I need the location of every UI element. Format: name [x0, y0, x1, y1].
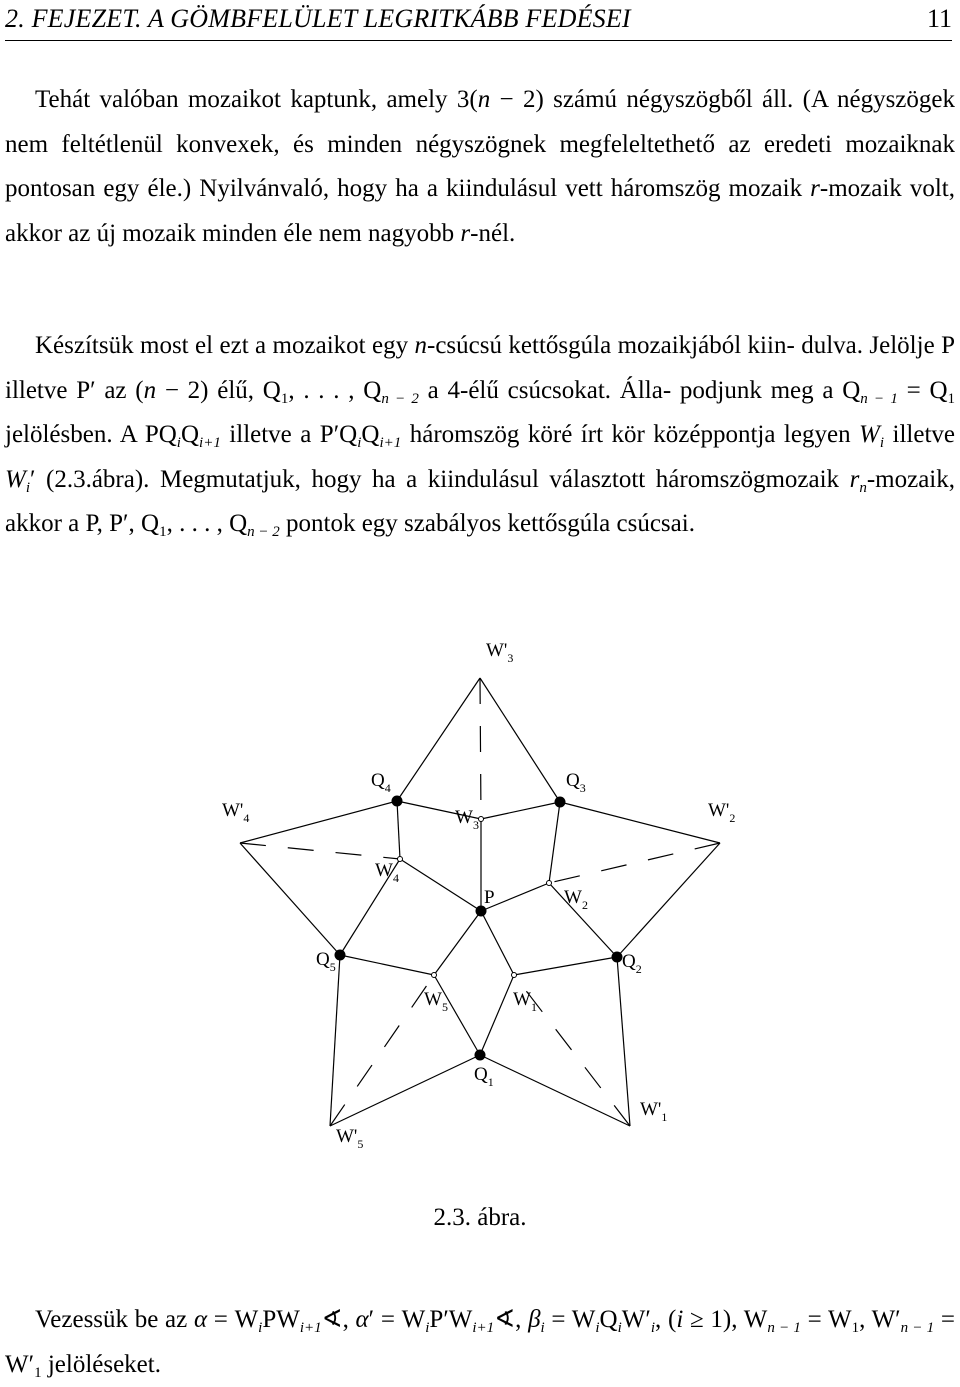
subscript: i+1 [199, 435, 221, 451]
subscript: n − 2 [381, 390, 419, 407]
text-run: = Q [897, 376, 948, 404]
subscript: n − 2 [247, 524, 280, 540]
subscript: i+1 [379, 435, 402, 451]
text-run: Q [361, 421, 380, 448]
text-run: = W [544, 1306, 596, 1333]
page-number: 11 [926, 4, 952, 33]
subscript: n [859, 479, 867, 496]
point-W5 [432, 973, 437, 978]
point-Q5 [335, 950, 346, 961]
text-run: illetve [884, 421, 955, 448]
page-header [5, 4, 952, 41]
text-run: PW [262, 1306, 300, 1333]
subscript: i [258, 1320, 263, 1336]
paragraph-3 [5, 1298, 955, 1387]
math-var: β [528, 1306, 541, 1333]
text-run: podjunk meg a Q [679, 376, 861, 404]
subscript: i [357, 435, 362, 451]
subscript: i [650, 1320, 656, 1336]
subscript: 1 [947, 390, 956, 407]
label-W1: $W_1$ [513, 989, 537, 1014]
point-W4 [398, 857, 403, 862]
text-run: , . . . , Q [166, 510, 248, 537]
text-run: háromszög mozaik [610, 175, 811, 202]
math-var: r [810, 175, 820, 202]
subscript: 1 [280, 390, 289, 407]
text-run: ≥ 1), [683, 1306, 738, 1333]
figure-2-3 [0, 620, 960, 1190]
text-run: − 2) élű, Q [156, 376, 281, 404]
text-run: Q [599, 1306, 618, 1333]
points-W [398, 817, 552, 978]
label-Q5: $Q_5$ [316, 949, 336, 974]
label-Q2: $Q_2$ [622, 951, 642, 976]
text-run: ∢, [494, 1306, 529, 1333]
math-var: α [355, 1306, 369, 1333]
subscript: n − 1 [900, 1320, 935, 1336]
subscript: 1 [851, 1320, 860, 1336]
subscript: i [176, 435, 181, 451]
subscript: i [595, 1320, 600, 1336]
math-var: W [859, 421, 880, 448]
text-run: -csúcsú kettősgúla mozaikjából kiin- [427, 332, 795, 359]
text-run: = W [800, 1306, 852, 1333]
paragraph-text [5, 78, 955, 256]
text-run: eredeti mozaiknak pontosan egy éle.) Nyilvánvaló, hogy ha a kiindulásul vett [5, 130, 955, 202]
text-run: a 4-élű csúcsokat. Álla- [418, 376, 672, 404]
math-var: n [477, 86, 491, 113]
paragraph-1 [5, 78, 955, 256]
math-var: n [143, 376, 157, 404]
math-var: α [193, 1306, 208, 1333]
figure-labels [222, 640, 735, 1151]
label-Q4: $Q_4$ [371, 770, 391, 795]
text-run: Vezessük be az [35, 1306, 194, 1333]
math-var: i [676, 1306, 684, 1333]
label-W5: $W_5$ [424, 989, 448, 1014]
subscript: i [617, 1320, 622, 1336]
text-run: W′ [621, 1306, 651, 1333]
text-run: ∢, [321, 1306, 356, 1333]
label-W3: $W_3$ [455, 807, 479, 832]
text-run: kiindulásul választott háromszögmozaik [427, 465, 850, 493]
label-W2p: $W'_2$ [708, 800, 736, 825]
subscript: i [879, 435, 885, 451]
label-Q1: $Q_1$ [474, 1064, 494, 1089]
text-run: Készítsük most el ezt a mozaikot egy [35, 332, 415, 359]
text-run: -mozaik, akkor a P, P′, Q [5, 465, 955, 537]
text-run: , . . . , Q [288, 376, 382, 404]
text-run: Q [180, 421, 200, 448]
chapter-title: 2. FEJEZET. A GÖMBFELÜLET LEGRITKÁBB FEDÉSEI [5, 4, 631, 33]
point-Q2 [612, 952, 623, 963]
point-W1 [512, 973, 517, 978]
points-Q [335, 796, 623, 1061]
text-run: háromszög [401, 421, 520, 448]
subscript: i [425, 1320, 430, 1336]
label-W3p: $W'_3$ [486, 640, 514, 665]
label-P: P [484, 887, 495, 908]
math-var: r [460, 219, 471, 247]
label-W4: $W_4$ [375, 860, 399, 885]
figure-caption: 2.3. ábra. [433, 1204, 527, 1231]
text-run: jelölésben. A PQ [5, 421, 177, 448]
math-var: n [414, 332, 428, 359]
point-Q3 [555, 797, 566, 808]
point-W2 [547, 881, 552, 886]
label-W1p: $W'_1$ [640, 1099, 668, 1124]
text-run: pontok egy szabályos kettősgúla csúcsai. [286, 510, 695, 537]
text-run: = W [207, 1306, 259, 1333]
point-Q4 [392, 796, 403, 807]
text-run: , ( [655, 1306, 677, 1333]
subscript: i [540, 1320, 545, 1336]
text-run: köré írt kör középpontja legyen [527, 421, 860, 448]
math-var: W [5, 465, 26, 493]
text-run: jelöléseket. [41, 1350, 161, 1378]
text-run: = W′ [5, 1306, 955, 1378]
paragraph-2 [5, 324, 955, 547]
text-run: dulva. Jelölje P illetve P′ az ( [5, 332, 955, 404]
subscript: n − 1 [767, 1320, 801, 1336]
text-run: (2.3.ábra). Megmutatjuk, hogy ha a [35, 465, 418, 493]
text-run: -mozaik volt, akkor az új mozaik minden éle nem nagyobb [5, 175, 956, 247]
text-run: − 2) számú négyszögből áll. (A [490, 86, 828, 113]
paragraph-text [5, 324, 955, 547]
text-run: W [743, 1306, 768, 1333]
label-W5p: $W'_5$ [336, 1126, 364, 1151]
label-W2: $W_2$ [564, 887, 588, 912]
point-W3 [479, 817, 484, 822]
text-run: ′ [30, 465, 36, 493]
subscript: n − 1 [860, 390, 898, 407]
label-Q3: $Q_3$ [566, 770, 586, 795]
text-run: , W′ [859, 1306, 901, 1333]
text-run: P′W [429, 1306, 473, 1333]
text-run: -nél. [470, 219, 516, 247]
paragraph-text [5, 1298, 955, 1387]
text-run: illetve a P′Q [220, 421, 358, 448]
subscript: i+1 [472, 1320, 495, 1336]
subscript: 1 [34, 1364, 42, 1381]
point-Q1 [475, 1050, 486, 1061]
subscript: i [25, 479, 30, 496]
text-run: Tehát valóban mozaikot kaptunk, amely 3( [35, 86, 478, 113]
text-run: ′ = W [368, 1306, 426, 1333]
subscript: 1 [159, 524, 167, 540]
math-var: r [849, 465, 860, 493]
text-run: négyszögek nem feltétlenül konvexek, és minden négyszögnek megfeleltethető az [5, 86, 955, 158]
subscript: i+1 [299, 1320, 322, 1336]
label-W4p: $W'_4$ [222, 800, 250, 825]
